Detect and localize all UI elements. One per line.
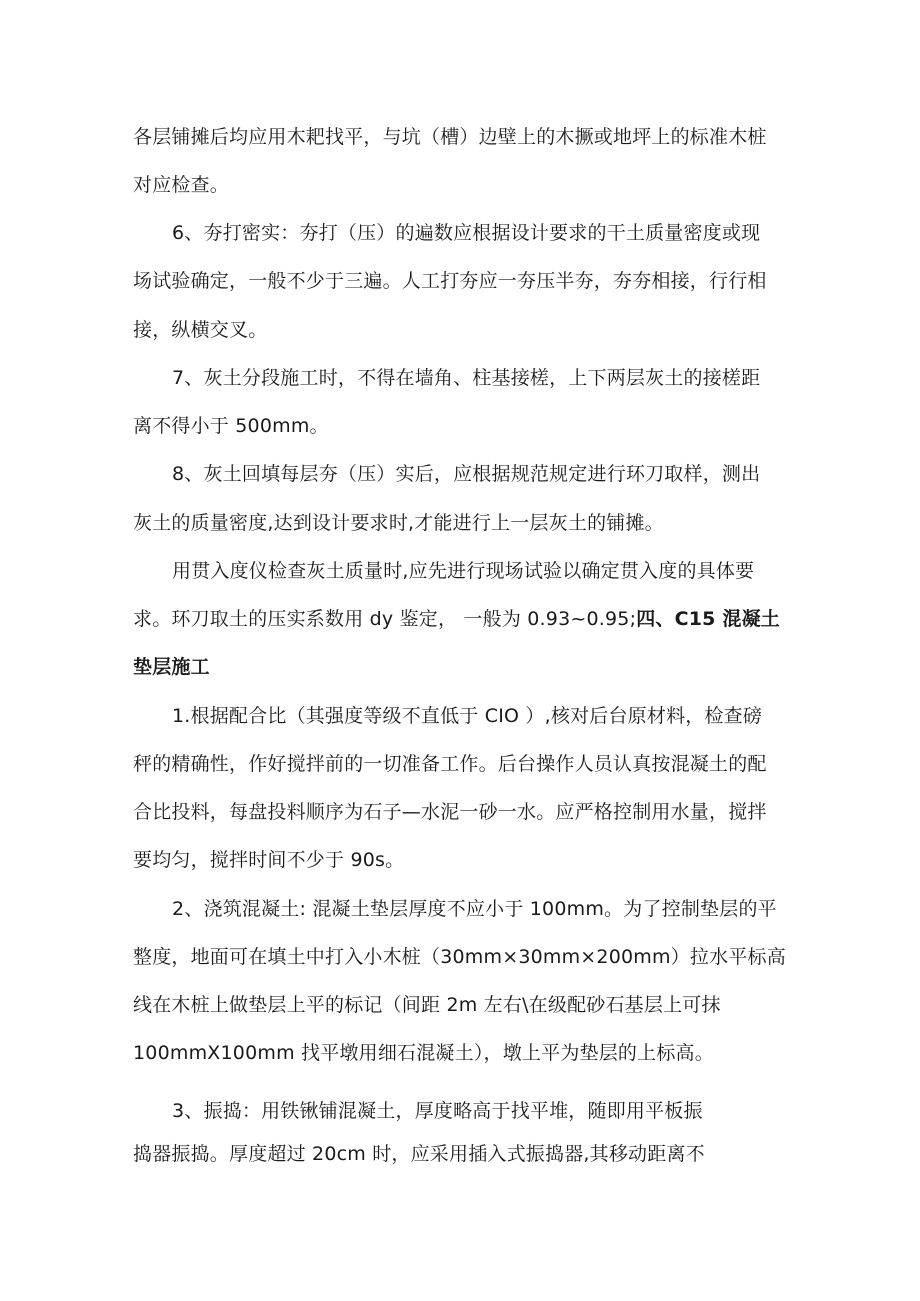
text-line: 捣器振捣。厚度超过 20cm 时，应采用插入式振捣器,其移动距离不 <box>133 1143 705 1165</box>
text-line: 离不得小于 500mm。 <box>133 415 329 437</box>
text-line: 灰土的质量密度,达到设计要求时,才能进行上一层灰土的铺摊。 <box>133 512 664 534</box>
text-line: 合比投料，每盘投料顺序为石子—水泥一砂一水。应严格控制用水量，搅拌 <box>133 801 767 823</box>
section-heading-continued: 垫层施工 <box>133 656 210 678</box>
text-line: 线在木桩上做垫层上平的标记（间距 2m 左右\在级配砂石基层上可抹 <box>133 994 721 1016</box>
paragraph-6-start: 6、夯打密实：夯打（压）的遍数应根据设计要求的干土质量密度或现 <box>172 222 761 244</box>
text-line: 各层铺摊后均应用木耙找平，与坑（槽）边壁上的木撅或地坪上的标准木桩 <box>133 126 767 148</box>
paragraph-penetrometer-start: 用贯入度仪检查灰土质量时,应先进行现场试验以确定贯入度的具体要 <box>172 560 755 582</box>
text-line: 秤的精确性，作好搅拌前的一切准备工作。后台操作人员认真按混凝土的配 <box>133 753 767 775</box>
text-line: 100mmX100mm 找平墩用细石混凝土），墩上平为垫层的上标高。 <box>133 1042 714 1064</box>
text-line: 接，纵横交叉。 <box>133 319 268 341</box>
text-line: 对应检查。 <box>133 174 230 196</box>
text-line: 场试验确定，一般不少于三遍。人工打夯应一夯压半夯，夯夯相接，行行相 <box>133 270 767 292</box>
paragraph-2-start: 2、浇筑混凝土: 混凝土垫层厚度不应小于 100mm。为了控制垫层的平 <box>172 898 777 920</box>
paragraph-7-start: 7、灰土分段施工时，不得在墙角、柱基接槎，上下两层灰土的接槎距 <box>172 367 761 389</box>
text-line: 整度，地面可在填土中打入小木桩（30mm×30mm×200mm）拉水平标高 <box>133 946 786 968</box>
paragraph-1-start: 1.根据配合比（其强度等级不直低于 CIO ）,核对后台原材料，检查磅 <box>172 705 763 727</box>
text-line: 要均匀，搅拌时间不少于 90s。 <box>133 849 405 871</box>
paragraph-3-start: 3、振捣：用铁锹铺混凝土，厚度略高于找平堆，随即用平板振 <box>172 1100 703 1122</box>
section-heading: 四、C15 混凝土 <box>636 608 781 630</box>
paragraph-8-start: 8、灰土回填每层夯（压）实后，应根据规范规定进行环刀取样，测出 <box>172 463 761 485</box>
text-line-with-heading <box>133 606 780 632</box>
text-span: 求。环刀取土的压实系数用 dy 鉴定， 一般为 0.93~0.95; <box>133 608 637 630</box>
